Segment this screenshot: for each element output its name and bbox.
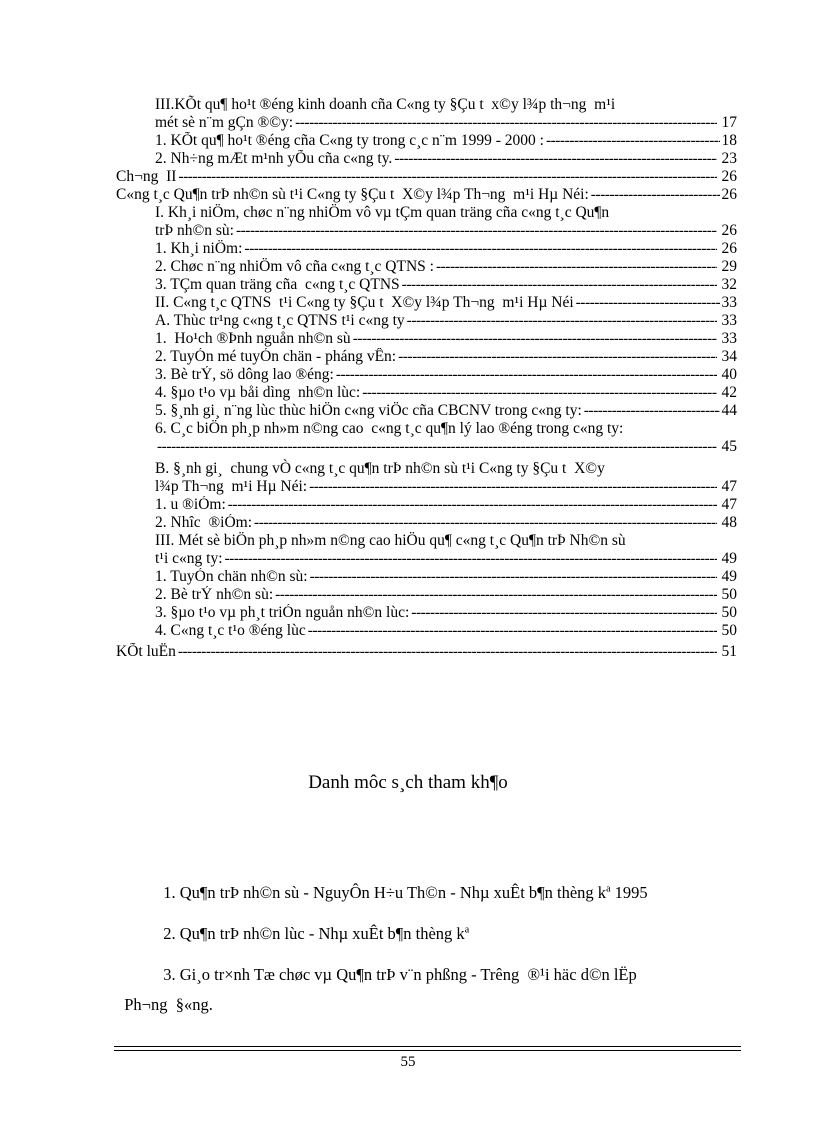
page-number: 55 [400, 1054, 416, 1070]
bibliography-item-sup: a [464, 924, 470, 936]
bibliography-item [155, 860, 648, 904]
toc-entry-label: C«ng t¸c Qu¶n trÞ nh©n sù t¹i C«ng ty §Çu t X©y l¾p Th¬ng m¹i Hµ Néi: [116, 186, 589, 203]
toc-entry: B. §¸nh gi¸ chung vÒ c«ng t¸c qu¶n trÞ nh©n sù t¹i C«ng ty §Çu t X©y [155, 460, 605, 477]
toc-leader [576, 294, 720, 312]
toc-entry: 6. C¸c biÖn ph¸p nh»m n©ng cao c«ng t¸c qu¶n lý lao ®éng trong c«ng ty: [155, 420, 624, 437]
toc-entry [155, 478, 737, 496]
toc-entry-label: mét sè n¨m gÇn ®©y: [155, 114, 294, 131]
toc-leader [244, 240, 717, 258]
toc-entry-label: 4. C«ng t¸c t¹o ®éng lùc [155, 622, 306, 639]
toc-entry-label: 4. §µo t¹o vµ båi dìng nh©n lùc: [155, 384, 361, 401]
toc-page-number: 47 [721, 478, 737, 495]
toc-entry [155, 312, 737, 330]
toc-leader [254, 514, 717, 532]
toc-entry-label: 2. TuyÓn mé tuyÓn chän - pháng vÊn: [155, 348, 397, 365]
toc-entry [155, 114, 737, 132]
toc-page-number: 44 [721, 402, 737, 419]
toc-entry-label: 3. Bè trÝ, sö dông lao ®éng: [155, 366, 334, 383]
toc-page-number: 45 [721, 438, 737, 455]
toc-page-number: 49 [721, 550, 737, 567]
toc-leader [309, 478, 717, 496]
toc-entry-label: 2. Nhîc ®iÓm: [155, 514, 253, 531]
bibliography-item [155, 901, 469, 945]
toc-entry-label: 1. KÕt qu¶ ho¹t ®éng cña C«ng ty trong c¸c n¨m 1999 - 2000 : [155, 132, 544, 149]
toc-leader [178, 643, 717, 661]
toc-leader [436, 258, 717, 276]
toc-page-number: 26 [721, 222, 737, 239]
toc-page-number: 42 [721, 384, 737, 401]
toc-entry-label: t¹i c«ng ty: [155, 550, 223, 567]
toc-entry [116, 186, 737, 204]
toc-page-number: 50 [721, 604, 737, 621]
toc-page-number: 29 [721, 258, 737, 275]
toc-leader [546, 132, 720, 150]
toc-leader [402, 276, 717, 294]
toc-page-number: 32 [721, 276, 737, 293]
bibliography-item-text: 3. Gi¸o tr×nh Tæ chøc vµ Qu¶n trÞ v¨n phßng - Trêng ®¹i häc d©n lËp [163, 965, 637, 984]
toc-entry: III. Mét sè biÖn ph¸p nh»m n©ng cao hiÖu qu¶ c«ng t¸c Qu¶n trÞ Nh©n sù [155, 532, 626, 549]
toc-page-number: 33 [721, 312, 737, 329]
toc-page-number: 34 [721, 348, 737, 365]
toc-leader [178, 168, 717, 186]
toc-leader [336, 366, 717, 384]
toc-entry [155, 384, 737, 402]
toc-entry [155, 586, 737, 604]
toc-leader [411, 604, 717, 622]
toc-entry-label: II. C«ng t¸c QTNS t¹i C«ng ty §Çu t X©y l¾p Th¬ng m¹i Hµ Néi [155, 294, 574, 311]
toc-leader [157, 438, 717, 456]
toc-leader [584, 402, 720, 420]
toc-entry-label: 2. Chøc n¨ng nhiÖm vô cña c«ng t¸c QTNS : [155, 258, 434, 275]
toc-page-number: 17 [721, 114, 737, 131]
toc-entry-label: 1. u ®iÓm: [155, 496, 226, 513]
toc-leader [362, 384, 717, 402]
toc-entry-label: 2. Bè trÝ nh©n sù: [155, 586, 274, 603]
toc-leader [275, 586, 717, 604]
toc-leader [225, 550, 717, 568]
toc-page-number: 40 [721, 366, 737, 383]
toc-leader [310, 568, 717, 586]
toc-entry [155, 514, 737, 532]
toc-entry [155, 402, 737, 420]
toc-page-number: 50 [721, 586, 737, 603]
toc-entry-label: l¾p Th¬ng m¹i Hµ Néi: [155, 478, 308, 495]
toc-leader [407, 312, 717, 330]
toc-page-number: 26 [721, 186, 737, 203]
bibliography-item-text: 1. Qu¶n trÞ nh©n sù - NguyÔn H÷u Th©n - Nhµ xuÊt b¶n thèng k [163, 883, 607, 902]
toc-entry-label: 2. Nh÷ng mÆt m¹nh yÕu cña c«ng ty. [155, 150, 393, 167]
bibliography-item-tail: 1995 [610, 883, 648, 902]
toc-page-number: 49 [721, 568, 737, 585]
toc-entry-label: 1. TuyÓn chän nh©n sù: [155, 568, 308, 585]
toc-entry-label: KÕt luËn [116, 643, 176, 660]
toc-entry-label: 1. Ho¹ch ®Þnh nguån nh©n sù [155, 330, 351, 347]
toc-leader [394, 150, 717, 168]
toc-entry-label: Ch¬ng II [116, 168, 177, 185]
toc-entry [155, 366, 737, 384]
toc-page-number: 47 [721, 496, 737, 513]
toc-entry-label: trÞ nh©n sù: [155, 222, 234, 239]
bibliography-item [155, 942, 637, 986]
toc-leader [591, 186, 720, 204]
toc-entry [155, 150, 737, 168]
toc-page-number: 18 [721, 132, 737, 149]
toc-entry: III.KÕt qu¶ ho¹t ®éng kinh doanh cña C«ng ty §Çu t x©y l¾p th¬ng m¹i [155, 96, 616, 113]
toc-entry [155, 222, 737, 240]
toc-leader [228, 496, 717, 514]
bibliography-item-text: Ph¬ng §«ng. [124, 995, 213, 1014]
footer-divider [114, 1046, 741, 1051]
toc-page-number: 33 [721, 330, 737, 347]
toc-entry [155, 240, 737, 258]
toc-leader [308, 622, 717, 640]
toc-page-number: 33 [721, 294, 737, 311]
toc-entry [155, 622, 737, 640]
toc-entry [155, 276, 737, 294]
toc-entry [155, 348, 737, 366]
toc-entry [155, 330, 737, 348]
toc-entry [155, 258, 737, 276]
toc-entry [116, 643, 737, 661]
toc-entry-label: 3. TÇm quan träng cña c«ng t¸c QTNS [155, 276, 400, 293]
toc-page-number: 26 [721, 168, 737, 185]
bibliography-item-text: 2. Qu¶n trÞ nh©n lùc - Nhµ xuÊt b¶n thèng k [163, 924, 465, 943]
toc-leader [295, 114, 717, 132]
toc-entry-label: 5. §¸nh gi¸ n¨ng lùc thùc hiÖn c«ng viÖc cña CBCNV trong c«ng ty: [155, 402, 582, 419]
toc-entry [155, 132, 737, 150]
bibliography-item-continuation [116, 972, 213, 1016]
toc-entry [155, 568, 737, 586]
toc-page-number: 23 [721, 150, 737, 167]
toc-entry: I. Kh¸i niÖm, chøc n¨ng nhiÖm vô vµ tÇm quan träng cña c«ng t¸c Qu¶n [155, 204, 610, 221]
toc-page-number: 26 [721, 240, 737, 257]
toc-page-number: 48 [721, 514, 737, 531]
toc-leader [236, 222, 717, 240]
toc-entry [155, 294, 737, 312]
toc-leader [398, 348, 717, 366]
toc-entry [116, 168, 737, 186]
toc-leader [353, 330, 717, 348]
toc-entry [155, 496, 737, 514]
toc-entry [155, 550, 737, 568]
toc-entry [155, 604, 737, 622]
toc-entry-label: 1. Kh¸i niÖm: [155, 240, 243, 257]
toc-entry-label: 3. §µo t¹o vµ ph¸t triÓn nguån nh©n lùc: [155, 604, 410, 621]
bibliography-title: Danh môc s¸ch tham kh¶o [308, 772, 508, 793]
toc-entry [155, 438, 737, 456]
toc-page-number: 50 [721, 622, 737, 639]
toc-page-number: 51 [721, 643, 737, 660]
bibliography-item-sup: a [606, 883, 611, 895]
toc-entry-label: A. Thùc tr¹ng c«ng t¸c QTNS t¹i c«ng ty [155, 312, 405, 329]
